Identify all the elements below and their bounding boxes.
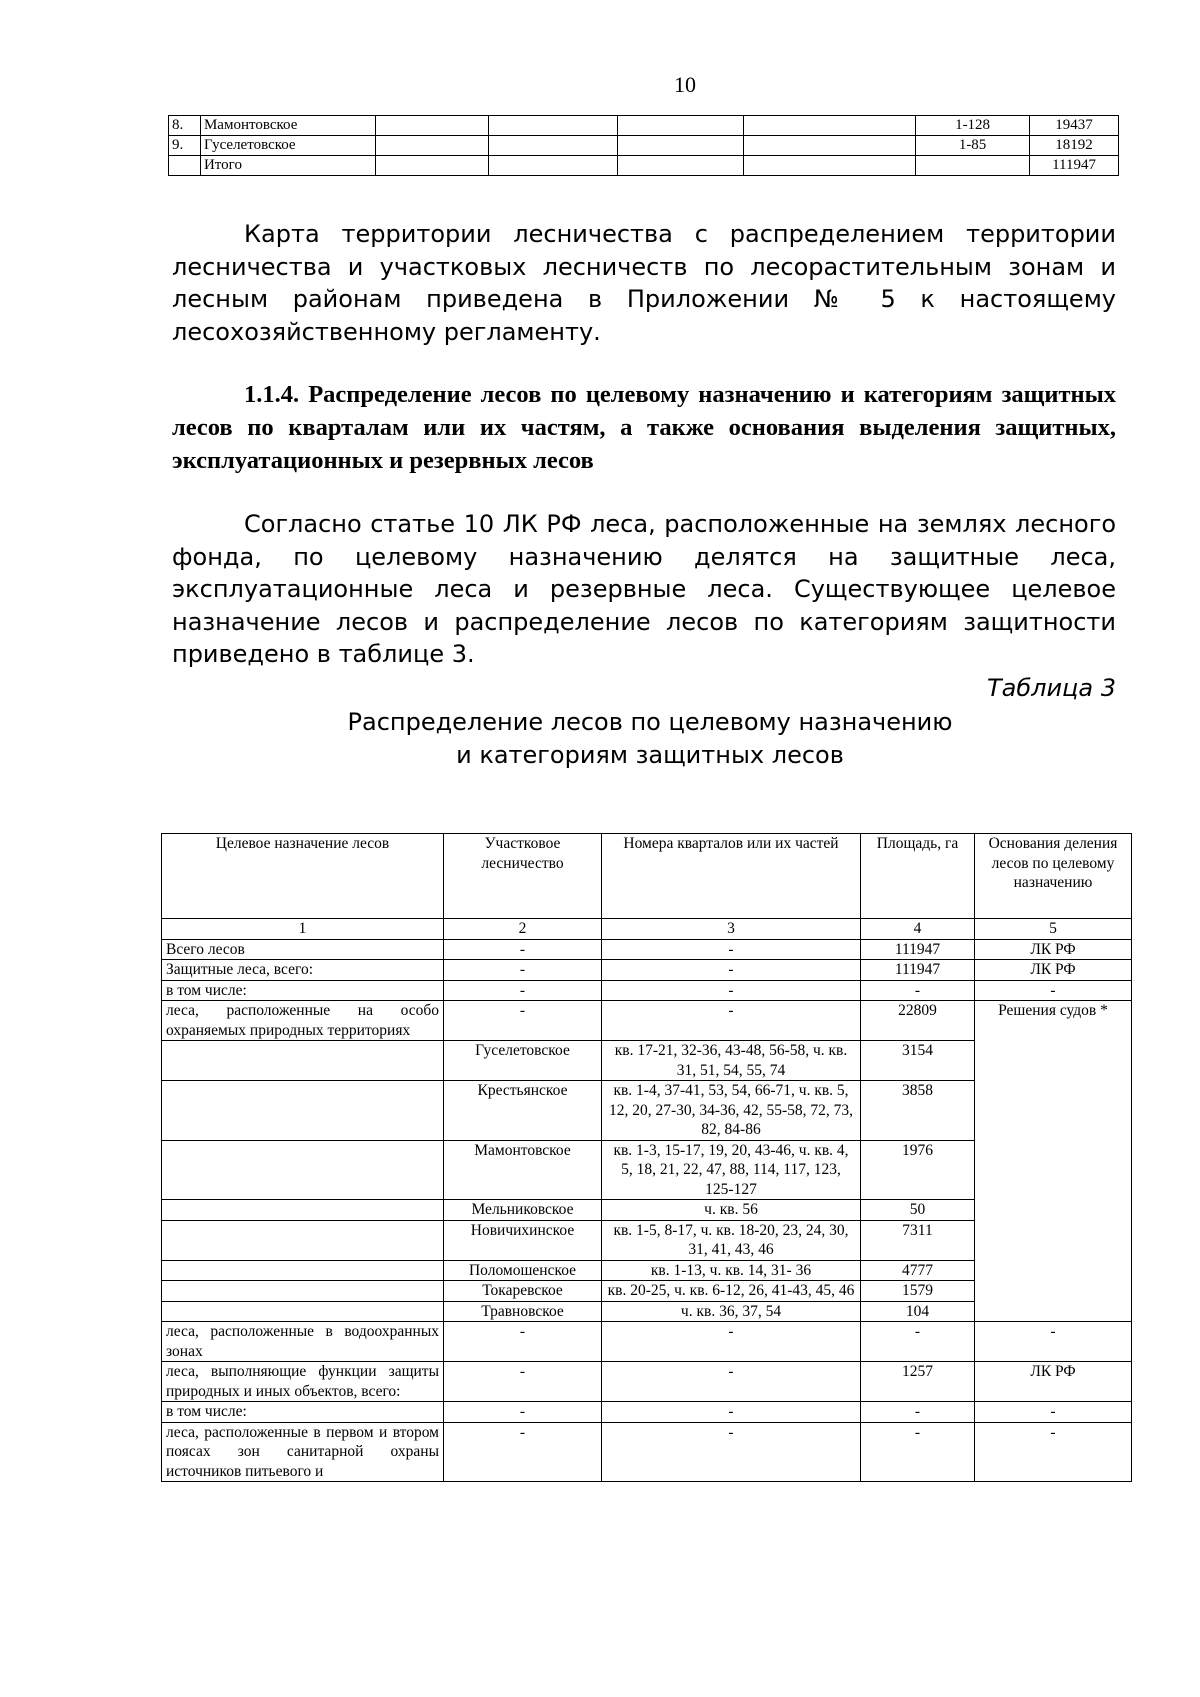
row-number: 9.	[169, 136, 201, 156]
column-number: 2	[444, 919, 602, 940]
quarters-cell: кв. 1-3, 15-17, 19, 20, 43-46, ч. кв. 4, 5, 18, 21, 22, 47, 88, 114, 117, 123, 125-127	[602, 1140, 861, 1200]
table-row	[169, 136, 1119, 156]
purpose-cell: леса, расположенные на особо охраняемых природных территориях	[162, 1001, 444, 1041]
forestry-cell: -	[444, 1001, 602, 1041]
forestry-name: Мамонтовское	[200, 116, 375, 136]
purpose-cell: Всего лесов	[162, 939, 444, 960]
forestry-cell: -	[444, 980, 602, 1001]
quarters-range	[916, 156, 1030, 176]
forestry-cell: -	[444, 939, 602, 960]
column-header: Участковое лесничество	[444, 834, 602, 919]
forestry-cell: Мельниковское	[444, 1200, 602, 1221]
table-row	[162, 1422, 1132, 1482]
table-row	[169, 116, 1119, 136]
quarters-cell: -	[602, 1001, 861, 1041]
area-value: 18192	[1030, 136, 1119, 156]
area-cell: 50	[861, 1200, 975, 1221]
table-header-row	[162, 834, 1132, 919]
quarters-range: 1-128	[916, 116, 1030, 136]
area-cell: 111947	[861, 960, 975, 981]
quarters-cell: -	[602, 1322, 861, 1362]
column-header: Номера кварталов или их частей	[602, 834, 861, 919]
area-cell: 104	[861, 1301, 975, 1322]
basis-cell: ЛК РФ	[975, 1362, 1132, 1402]
forestry-cell: Токаревское	[444, 1281, 602, 1302]
table-row	[162, 1322, 1132, 1362]
table-row	[162, 939, 1132, 960]
column-number-row	[162, 919, 1132, 940]
quarters-cell: -	[602, 1402, 861, 1423]
column-number: 1	[162, 919, 444, 940]
table-row-total	[169, 156, 1119, 176]
area-cell: 4777	[861, 1260, 975, 1281]
table-caption-line: Распределение лесов по целевому назначению	[347, 708, 953, 736]
area-cell: -	[861, 1402, 975, 1423]
column-header: Основания деления лесов по целевому назначению	[975, 834, 1132, 919]
table-row	[162, 1402, 1132, 1423]
table-caption	[300, 706, 1000, 772]
forestry-cell: Мамонтовское	[444, 1140, 602, 1200]
row-number: 8.	[169, 116, 201, 136]
area-cell: -	[861, 980, 975, 1001]
area-cell: 111947	[861, 939, 975, 960]
column-header: Площадь, га	[861, 834, 975, 919]
section-heading: 1.1.4. Распределение лесов по целевому назначению и категориям защитных лесов по кварталам или их частям, а также основания выделения защитных, эксплуатационных и резервных лесов	[172, 381, 1116, 474]
purpose-cell: в том числе:	[162, 980, 444, 1001]
basis-cell: -	[975, 1422, 1132, 1482]
forestry-cell: -	[444, 960, 602, 981]
area-cell: -	[861, 1322, 975, 1362]
quarters-cell: кв. 20-25, ч. кв. 6-12, 26, 41-43, 45, 46	[602, 1281, 861, 1302]
area-value: 19437	[1030, 116, 1119, 136]
forestry-cell: Новичихинское	[444, 1220, 602, 1260]
forestry-cell: -	[444, 1402, 602, 1423]
purpose-cell: леса, выполняющие функции защиты природных и иных объектов, всего:	[162, 1362, 444, 1402]
area-cell: 1579	[861, 1281, 975, 1302]
basis-cell: -	[975, 1322, 1132, 1362]
continued-table	[168, 115, 1119, 176]
forestry-cell: Поломошенское	[444, 1260, 602, 1281]
quarters-range: 1-85	[916, 136, 1030, 156]
column-number: 5	[975, 919, 1132, 940]
basis-cell: ЛК РФ	[975, 960, 1132, 981]
area-cell: 22809	[861, 1001, 975, 1041]
table-row	[162, 1362, 1132, 1402]
forestry-cell: Крестьянское	[444, 1081, 602, 1141]
quarters-cell: кв. 1-4, 37-41, 53, 54, 66-71, ч. кв. 5, 12, 20, 27-30, 34-36, 42, 55-58, 72, 73, 82, 84-86	[602, 1081, 861, 1141]
area-value: 111947	[1030, 156, 1119, 176]
forestry-cell: Гуселетовское	[444, 1041, 602, 1081]
basis-cell: Решения судов *	[975, 1001, 1132, 1322]
quarters-cell: -	[602, 1362, 861, 1402]
purpose-cell: в том числе:	[162, 1402, 444, 1423]
area-cell: -	[861, 1422, 975, 1482]
table-row	[162, 960, 1132, 981]
paragraph-forest-purpose: Согласно статье 10 ЛК РФ леса, расположенные на землях лесного фонда, по целевому назначению делятся на защитные леса, эксплуатационные леса и резервные леса. Существующее целевое назначение лесов и распределение лесов по категориям защитности приведено в таблице 3.	[172, 510, 1116, 668]
forestry-cell: -	[444, 1422, 602, 1482]
quarters-cell: -	[602, 1422, 861, 1482]
quarters-cell: ч. кв. 56	[602, 1200, 861, 1221]
area-cell: 1257	[861, 1362, 975, 1402]
quarters-cell: кв. 1-13, ч. кв. 14, 31- 36	[602, 1260, 861, 1281]
quarters-cell: -	[602, 960, 861, 981]
page-number: 10	[674, 72, 696, 97]
quarters-cell: кв. 1-5, 8-17, ч. кв. 18-20, 23, 24, 30, 31, 41, 43, 46	[602, 1220, 861, 1260]
row-number	[169, 156, 201, 176]
quarters-cell: ч. кв. 36, 37, 54	[602, 1301, 861, 1322]
forestry-cell: -	[444, 1322, 602, 1362]
basis-cell: -	[975, 980, 1132, 1001]
forest-distribution-table	[161, 833, 1132, 1482]
quarters-cell: -	[602, 939, 861, 960]
basis-cell: ЛК РФ	[975, 939, 1132, 960]
quarters-cell: кв. 17-21, 32-36, 43-48, 56-58, ч. кв. 31, 51, 54, 55, 74	[602, 1041, 861, 1081]
table-row	[162, 980, 1132, 1001]
table-row	[162, 1001, 1132, 1041]
table-label: Таблица 3	[986, 674, 1116, 702]
column-number: 4	[861, 919, 975, 940]
forestry-name: Гуселетовское	[200, 136, 375, 156]
area-cell: 3858	[861, 1081, 975, 1141]
column-number: 3	[602, 919, 861, 940]
forestry-cell: Травновское	[444, 1301, 602, 1322]
column-header: Целевое назначение лесов	[162, 834, 444, 919]
quarters-cell: -	[602, 980, 861, 1001]
forestry-cell: -	[444, 1362, 602, 1402]
forestry-name: Итого	[200, 156, 375, 176]
purpose-cell: леса, расположенные в первом и втором поясах зон санитарной охраны источников питьевого и	[162, 1422, 444, 1482]
purpose-cell: леса, расположенные в водоохранных зонах	[162, 1322, 444, 1362]
table-caption-line: и категориям защитных лесов	[456, 741, 844, 769]
area-cell: 1976	[861, 1140, 975, 1200]
area-cell: 7311	[861, 1220, 975, 1260]
purpose-cell: Защитные леса, всего:	[162, 960, 444, 981]
basis-cell: -	[975, 1402, 1132, 1423]
area-cell: 3154	[861, 1041, 975, 1081]
paragraph-map-reference: Карта территории лесничества с распределением территории лесничества и участковых лесничеств по лесорастительным зонам и лесным районам приведена в Приложении № 5 к настоящему лесохозяйственному регламенту.	[172, 220, 1116, 346]
